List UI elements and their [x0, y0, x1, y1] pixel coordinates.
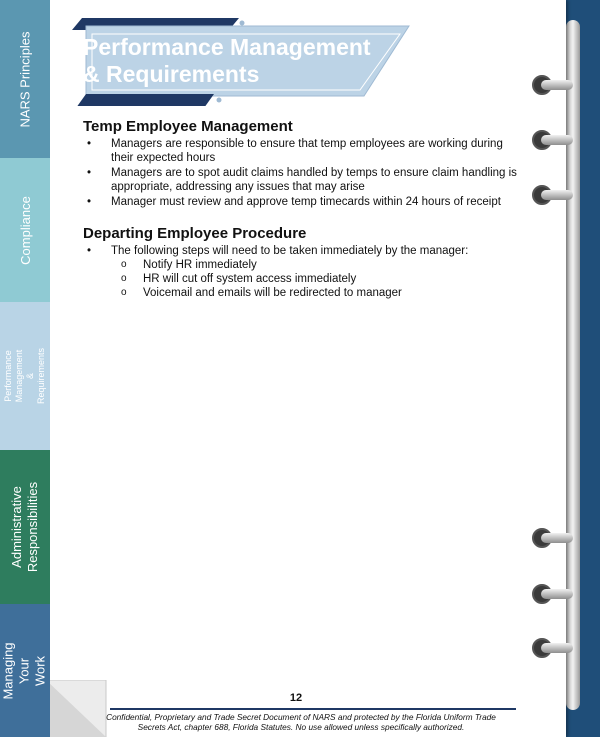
list-item: • Manager must review and approve temp timecards within 24 hours of receipt — [83, 195, 523, 209]
page-corner-fold — [46, 680, 112, 737]
section-heading-departing: Departing Employee Procedure — [83, 225, 307, 242]
departing-bullet-list — [83, 244, 523, 300]
binder-ring — [532, 527, 572, 549]
binder-ring — [532, 637, 572, 659]
list-item — [83, 244, 523, 300]
tab-managing-your-work[interactable] — [0, 604, 50, 737]
list-item: o HR will cut off system access immediately — [111, 272, 523, 286]
confidential-line-2: Secrets Act, chapter 688, Florida Statutes. No use allowed unless specifically authorized. — [137, 722, 465, 732]
page-title-line-1: Performance Management — [83, 34, 371, 60]
list-item: o Notify HR immediately — [111, 258, 523, 272]
tab-label: Managing Your Work — [1, 641, 49, 700]
departing-intro: The following steps will need to be taken immediately by the manager: — [111, 245, 469, 257]
list-item: • Managers are to spot audit claims handled by temps to ensure claim handling is appropriate, addressing any issues that may arise — [83, 166, 523, 194]
page-title — [83, 34, 371, 88]
content — [83, 118, 523, 301]
binder-ring — [532, 583, 572, 605]
section-heading-temp: Temp Employee Management — [83, 118, 293, 135]
tab-label: Compliance — [17, 195, 33, 265]
tab-label: Performance Management & Requirements — [3, 347, 46, 405]
tab-administrative-responsibilities[interactable] — [0, 450, 50, 604]
confidential-notice — [86, 712, 516, 732]
binder-ring — [532, 129, 572, 151]
document-page — [46, 0, 566, 737]
binder-spine — [566, 20, 580, 710]
tab-nars-principles[interactable] — [0, 0, 50, 158]
page-title-line-2: & Requirements — [83, 61, 260, 87]
list-item: o Voicemail and emails will be redirected to manager — [111, 286, 523, 300]
departing-steps — [111, 258, 523, 300]
confidential-line-1: Confidential, Proprietary and Trade Secret Document of NARS and protected by the Florida Uniform Trade — [106, 712, 496, 722]
binder-ring — [532, 184, 572, 206]
tab-compliance[interactable] — [0, 158, 50, 302]
tab-performance-management[interactable] — [0, 302, 50, 450]
tab-label: Administrative Responsibilities — [9, 481, 41, 573]
footer-rule — [110, 708, 516, 710]
binder-ring — [532, 74, 572, 96]
temp-bullet-list — [83, 137, 523, 209]
tab-label: NARS Principles — [17, 30, 33, 128]
page-number: 12 — [289, 692, 303, 704]
list-item: • Managers are responsible to ensure that temp employees are working during their expected hours — [83, 137, 523, 165]
